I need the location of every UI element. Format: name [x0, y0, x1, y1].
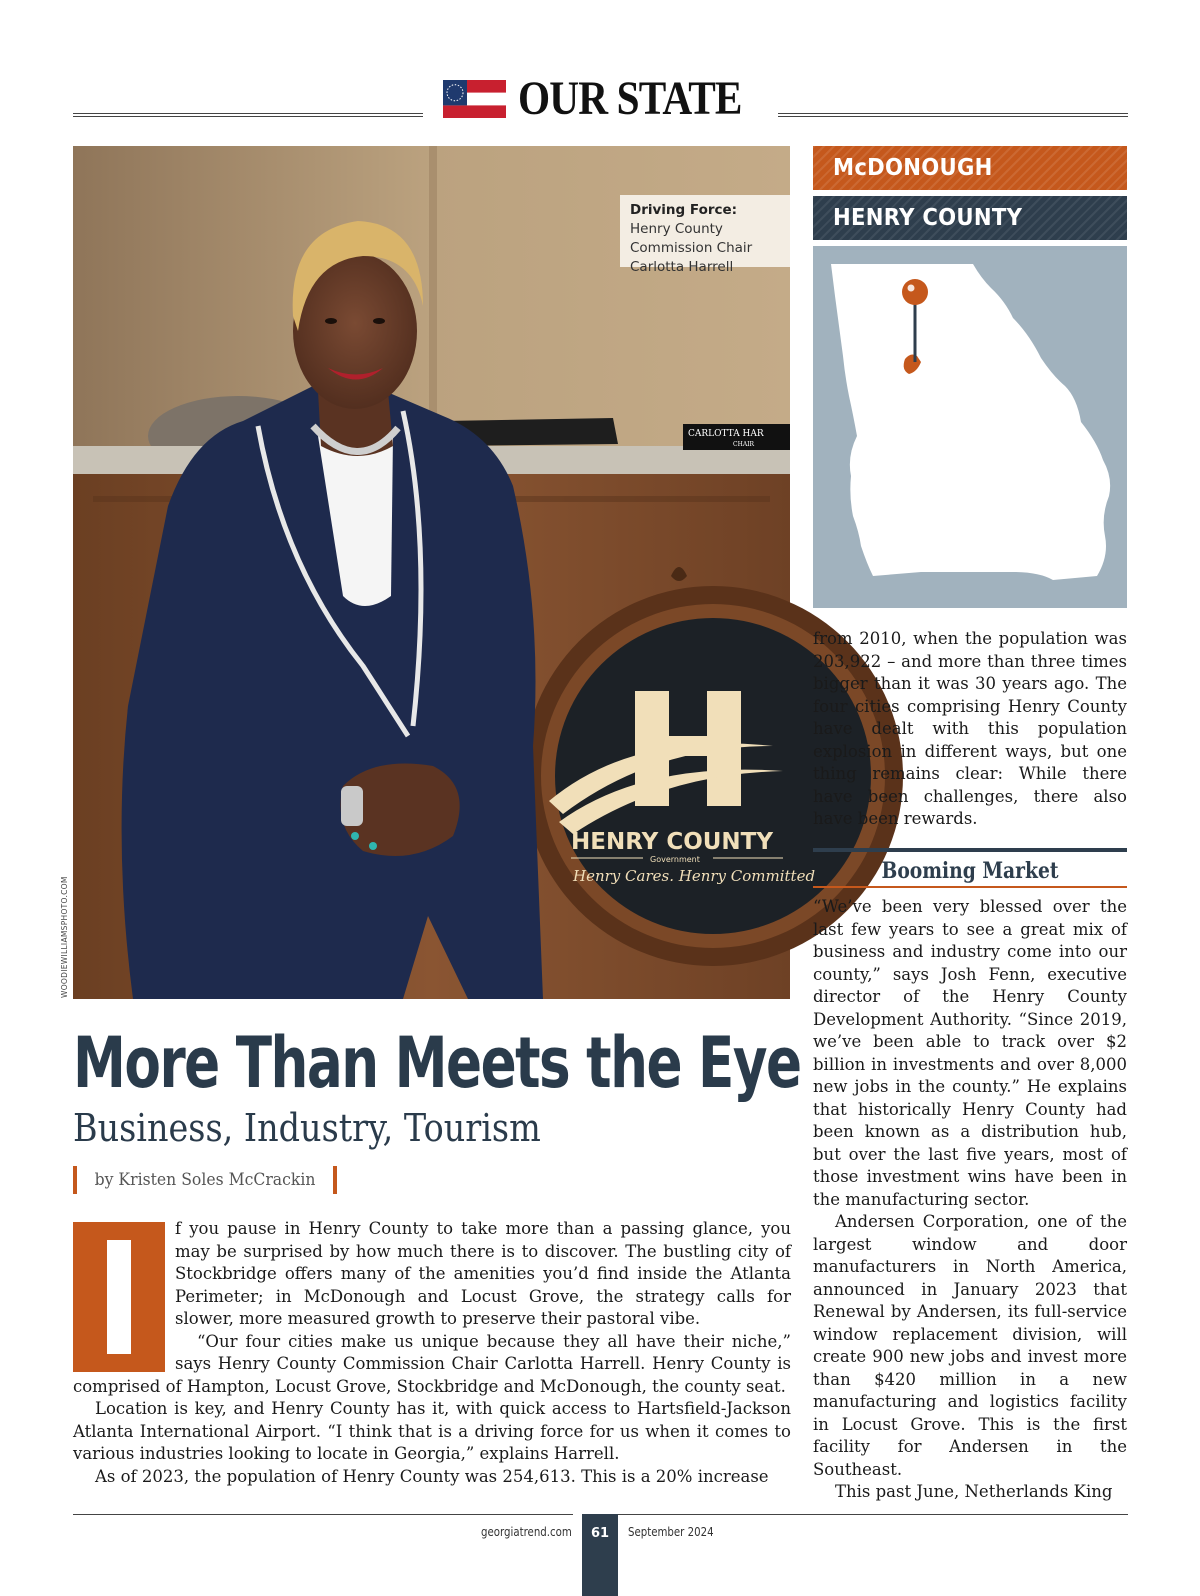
county-tag — [813, 196, 1127, 240]
photo-caption — [620, 195, 790, 275]
georgia-map-icon — [813, 246, 1127, 608]
section-title: OUR STATE — [518, 72, 742, 125]
city-tag — [813, 146, 1127, 190]
drop-cap — [73, 1222, 165, 1372]
nameplate-text: CARLOTTA HAR — [688, 429, 764, 439]
county-label: HENRY COUNTY — [833, 205, 1023, 231]
page-number: 61 — [590, 1526, 610, 1541]
byline-text: by Kristen Soles McCrackin — [94, 1170, 316, 1190]
photo-credit: WOODIEWILLIAMSPHOTO.COM — [60, 876, 69, 998]
paragraph: “Our four cities make us unique because they all have their niche,” says Henry County Commission Chair Carlotta Harrell. Henry County is comprised of Hampton, Locust Grove, Stockbridge and McDonough, the county seat. — [73, 1331, 791, 1396]
header-rule-right — [778, 113, 1128, 117]
footer-issue-date: September 2024 — [628, 1525, 714, 1539]
section-header — [443, 74, 778, 124]
seal-subtitle: Government — [650, 855, 700, 864]
city-label: McDONOUGH — [833, 155, 993, 181]
article-body-right-top — [813, 628, 1127, 831]
section-rule — [813, 848, 1127, 852]
folio-tab — [582, 1514, 618, 1596]
byline-bracket-right — [333, 1166, 337, 1194]
drop-cap-letter-i — [107, 1240, 131, 1354]
article-body-right — [813, 896, 1127, 1504]
section-heading: Booming Market — [881, 858, 1059, 884]
paragraph: This past June, Netherlands King — [835, 1482, 1113, 1501]
header-rule-left — [73, 113, 423, 117]
footer-rule-left — [73, 1514, 573, 1515]
georgia-locator-map — [813, 246, 1127, 608]
byline-bracket-left — [73, 1166, 77, 1194]
caption-label: Driving Force: — [630, 202, 738, 218]
article-headline: More Than Meets the Eye — [73, 1022, 801, 1104]
paragraph: from 2010, when the population was 203,922 – and more than three times bigger than it was 30 years ago. The four cities comprising Henry County have dealt with this population explosion in different ways, but one thing remains clear: While there have been challenges, there also have been rewards. — [813, 629, 1127, 828]
paragraph: Location is key, and Henry County has it, with quick access to Hartsfield-Jackson Atlanta International Airport. “I think that is a driving force for us when it comes to various industries looking to locate in Georgia,” explains Harrell. — [73, 1399, 791, 1463]
seal-motto: Henry Cares. Henry Committed — [573, 867, 816, 885]
caption-text: Henry County Commission Chair Carlotta Harrell — [630, 221, 753, 275]
article-subhead: Business, Industry, Tourism — [73, 1106, 541, 1150]
seal-title: HENRY COUNTY — [571, 829, 774, 855]
nameplate-title: CHAIR — [733, 441, 755, 448]
byline — [73, 1166, 337, 1194]
paragraph: “We’ve been very blessed over the last few years to see a great mix of business and industry come into our county,” says Josh Fenn, executive director of the Henry County Development Authority. “Since 2019, we’ve been able to track over $2 billion in investments and over 8,000 new jobs in the county.” He explains that historically Henry County had been known as a distribution hub, but over the last five years, most of those investment wins have been in the manufacturing sector. — [813, 897, 1127, 1209]
article-body-left — [73, 1218, 791, 1488]
paragraph: f you pause in Henry County to take more than a passing glance, you may be surprised by how much there is to discover. The bustling city of Stockbridge offers many of the amenities you’d find inside the Atlanta Perimeter; in McDonough and Locust Grove, the strategy calls for slower, more measured growth to preserve their pastoral vibe. — [175, 1219, 791, 1328]
paragraph: Andersen Corporation, one of the largest window and door manufacturers in North America, announced in January 2023 that Renewal by Andersen, its full-service window replacement division, will create 900 new jobs and invest more than $420 million in a new manufacturing and logistics facility in Locust Grove. This is the first facility for Andersen in the Southeast. — [813, 1212, 1127, 1479]
georgia-flag-icon — [443, 80, 506, 118]
section-rule-accent — [813, 886, 1127, 888]
footer-site: georgiatrend.com — [481, 1525, 572, 1539]
paragraph: As of 2023, the population of Henry County was 254,613. This is a 20% increase — [95, 1466, 769, 1486]
footer-rule-right — [618, 1514, 1128, 1515]
